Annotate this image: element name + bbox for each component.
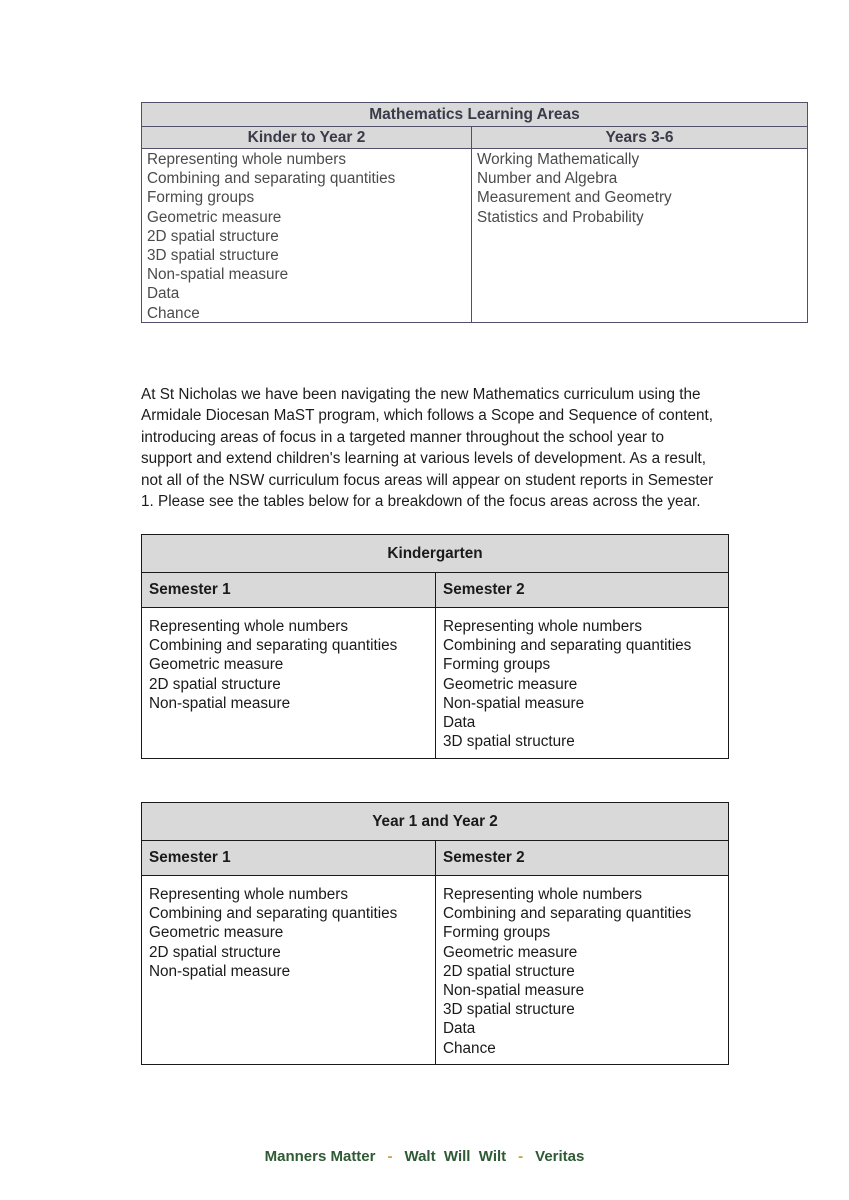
- paragraph-line: not all of the NSW curriculum focus areas will appear on student reports in Semester: [141, 471, 714, 489]
- year1-year2-table: [141, 802, 729, 1065]
- list-item: Geometric measure: [147, 208, 282, 226]
- list-item: Representing whole numbers: [149, 886, 348, 903]
- list-item: Geometric measure: [443, 943, 578, 961]
- list-item: 2D spatial structure: [443, 962, 575, 980]
- year1-year2-semester1-list: [142, 876, 436, 1064]
- semester1-header: Semester 1: [142, 841, 436, 875]
- list-item: Forming groups: [443, 924, 551, 942]
- paragraph-line: support and extend children's learning at various levels of development. As a result,: [141, 450, 706, 468]
- list-item: 3D spatial structure: [147, 247, 279, 265]
- list-item: Non-spatial measure: [149, 694, 291, 712]
- semester2-header: Semester 2: [443, 849, 525, 866]
- year1-year2-semester2-list: [436, 876, 728, 1064]
- motto-manners-matter: Manners Matter: [264, 1148, 376, 1165]
- kindergarten-semester1-list: [142, 608, 436, 758]
- learning-areas-body: [142, 149, 807, 322]
- list-item: Combining and separating quantities: [443, 637, 692, 655]
- kindergarten-semester2-list: [436, 608, 728, 758]
- learning-areas-header-row: [142, 127, 807, 149]
- list-item: 3D spatial structure: [443, 1001, 575, 1019]
- list-item: Geometric measure: [149, 656, 284, 674]
- years3-6-list: [472, 149, 807, 322]
- list-item: Non-spatial measure: [443, 982, 585, 1000]
- paragraph-line: Armidale Diocesan MaST program, which follows a Scope and Sequence of content,: [141, 407, 713, 425]
- list-item: Combining and separating quantities: [443, 905, 692, 923]
- list-item: Representing whole numbers: [443, 886, 642, 903]
- list-item: 2D spatial structure: [149, 943, 281, 961]
- list-item: Non-spatial measure: [147, 266, 289, 284]
- list-item: Non-spatial measure: [149, 962, 291, 980]
- list-item: Representing whole numbers: [147, 151, 346, 168]
- kinder-year2-list: [142, 149, 472, 322]
- list-item: Data: [443, 714, 476, 732]
- year1-year2-header-row: [142, 841, 728, 876]
- paragraph-line: introducing areas of focus in a targeted manner throughout the school year to: [141, 428, 664, 446]
- semester1-header: Semester 1: [142, 573, 436, 607]
- list-item: Chance: [443, 1039, 496, 1057]
- motto-veritas: Veritas: [535, 1148, 585, 1165]
- year1-year2-body: [142, 876, 728, 1064]
- list-item: Statistics and Probability: [477, 208, 644, 226]
- list-item: Representing whole numbers: [443, 618, 642, 635]
- learning-areas-title: Mathematics Learning Areas: [142, 103, 807, 127]
- kinder-year2-header: Kinder to Year 2: [142, 127, 472, 148]
- kindergarten-body: [142, 608, 728, 758]
- list-item: Number and Algebra: [477, 170, 618, 188]
- list-item: 3D spatial structure: [443, 733, 575, 751]
- list-item: Working Mathematically: [477, 151, 640, 168]
- list-item: Combining and separating quantities: [147, 170, 396, 188]
- list-item: 2D spatial structure: [147, 227, 279, 245]
- list-item: Geometric measure: [443, 675, 578, 693]
- years3-6-header: Years 3-6: [605, 129, 674, 146]
- motto-separator: -: [518, 1148, 524, 1165]
- kindergarten-table: [141, 534, 729, 759]
- footer-motto: [0, 1148, 849, 1165]
- semester2-header: Semester 2: [443, 581, 525, 598]
- list-item: Data: [443, 1020, 476, 1038]
- paragraph-line: 1. Please see the tables below for a breakdown of the focus areas across the year.: [141, 493, 701, 511]
- year1-year2-title: Year 1 and Year 2: [142, 803, 728, 841]
- list-item: Geometric measure: [149, 924, 284, 942]
- list-item: Forming groups: [147, 189, 255, 207]
- list-item: Forming groups: [443, 656, 551, 674]
- kindergarten-title: Kindergarten: [142, 535, 728, 573]
- list-item: Combining and separating quantities: [149, 637, 398, 655]
- list-item: 2D spatial structure: [149, 675, 281, 693]
- motto-separator: -: [387, 1148, 393, 1165]
- kindergarten-header-row: [142, 573, 728, 608]
- list-item: Representing whole numbers: [149, 618, 348, 635]
- learning-areas-table: [141, 102, 808, 323]
- paragraph-line: At St Nicholas we have been navigating the new Mathematics curriculum using the: [141, 386, 701, 403]
- list-item: Non-spatial measure: [443, 694, 585, 712]
- list-item: Combining and separating quantities: [149, 905, 398, 923]
- list-item: Chance: [147, 304, 200, 322]
- list-item: Measurement and Geometry: [477, 189, 672, 207]
- intro-paragraph: [141, 384, 741, 512]
- motto-walt-will-wilt: Walt Will Wilt: [404, 1148, 507, 1165]
- list-item: Data: [147, 285, 180, 303]
